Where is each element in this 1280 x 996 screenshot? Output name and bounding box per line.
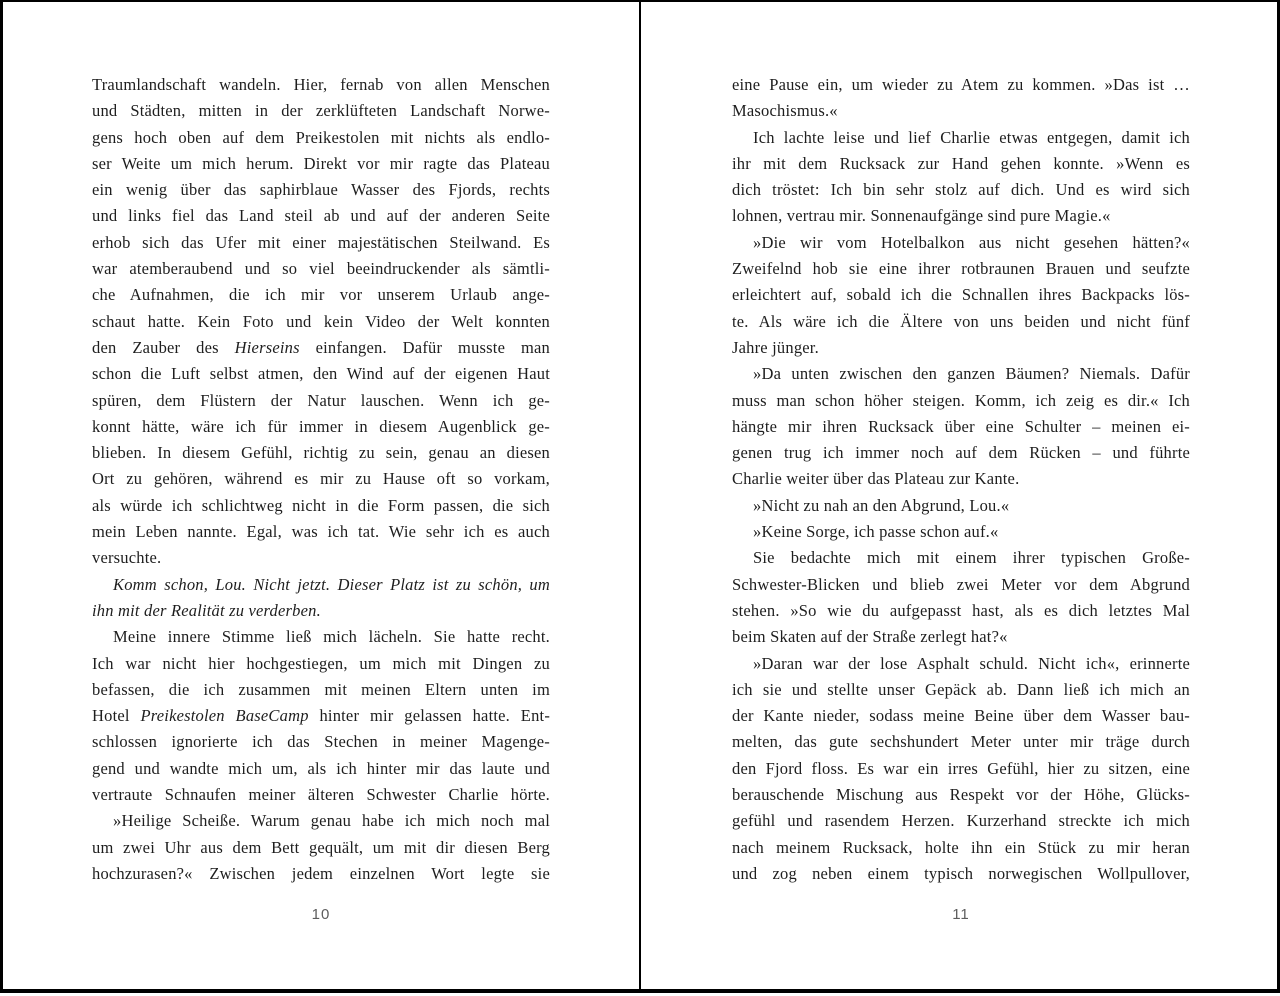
text-line: »Heilige Scheiße. Warum genau habe ich mich noch mal [113, 811, 550, 831]
text-line: gens hoch oben auf dem Preikestolen mit nichts als endlo- [92, 127, 550, 147]
text-line: hochzurasen?« Zwischen jedem einzelnen Wort legte sie [92, 863, 550, 883]
text-line: Sie bedachte mich mit einem ihrer typischen Große- [753, 548, 1190, 568]
text-line: befassen, die ich zusammen mit meinen Eltern unten im [92, 679, 550, 699]
left-page-text [92, 72, 550, 887]
text-line: blieben. In diesem Gefühl, richtig zu sein, genau an diesen [92, 443, 550, 463]
text-line: lohnen, vertrau mir. Sonnenaufgänge sind pure Magie.« [732, 206, 1111, 226]
text-line: Ort zu gehören, während es mir zu Hause oft so vorkam, [92, 469, 550, 489]
text-line: ein wenig über das saphirblaue Wasser des Fjords, rechts [92, 180, 550, 200]
text-line: Traumlandschaft wandeln. Hier, fernab von allen Menschen [92, 75, 550, 94]
text-line [92, 335, 550, 361]
text-line: hängte mir ihren Rucksack über eine Schulter – meinen ei- [732, 416, 1190, 436]
text-line: erhob sich das Ufer mit einer majestätischen Steilwand. Es [92, 232, 550, 252]
text-line: ihr mit dem Rucksack zur Hand gehen konnte. »Wenn es [732, 153, 1190, 173]
text-line: spüren, dem Flüstern der Natur lauschen. Wenn ich ge- [92, 390, 550, 410]
text-line: Jahre jünger. [732, 337, 819, 357]
text-line: stehen. »So wie du aufgepasst hast, als es dich letztes Mal [732, 600, 1190, 620]
text-segment: Hotel [92, 706, 141, 726]
text-line: Schwester-Blicken und blieb zwei Meter vor dem Abgrund [732, 574, 1190, 594]
text-line: schlossen ignorierte ich das Stechen in meiner Magenge- [92, 732, 550, 752]
right-page-text [732, 72, 1190, 887]
text-line: »Da unten zwischen den ganzen Bäumen? Niemals. Dafür [753, 364, 1190, 384]
text-line: »Nicht zu nah an den Abgrund, Lou.« [753, 495, 1010, 515]
text-line: muss man schon höher steigen. Komm, ich zeig es dir.« Ich [732, 390, 1190, 410]
text-line: um zwei Uhr aus dem Bett gequält, um mit dir diesen Berg [92, 837, 550, 857]
text-line: versuchte. [92, 548, 162, 568]
left-page-number: 10 [311, 906, 331, 923]
text-line [92, 703, 550, 729]
text-line: ser Weite um mich herum. Direkt vor mir ragte das Plateau [92, 153, 550, 173]
text-line: mein Leben nannte. Egal, was ich tat. Wie sehr ich es auch [92, 522, 550, 542]
text-line: und Städten, mitten in der zerklüfteten Landschaft Norwe- [92, 101, 550, 121]
text-line: Masochismus.« [732, 101, 838, 121]
text-line: und links fiel das Land steil ab und auf der anderen Seite [92, 206, 550, 226]
text-line: che Aufnahmen, die ich mir vor unserem Urlaub ange- [92, 285, 550, 305]
text-line: berauschende Mischung aus Respekt vor der Höhe, Glücks- [732, 785, 1190, 805]
text-line: Charlie weiter über das Plateau zur Kante. [732, 469, 1020, 489]
italic-text-segment: Hierseins [234, 337, 300, 357]
text-line: vertraute Schnaufen meiner älteren Schwester Charlie hörte. [92, 785, 550, 805]
italic-text-segment: Preikestolen BaseCamp [140, 706, 309, 726]
text-line: »Keine Sorge, ich passe schon auf.« [753, 522, 999, 542]
text-line: beim Skaten auf der Straße zerlegt hat?« [732, 627, 1008, 647]
text-line: der Kante nieder, sodass meine Beine über dem Wasser bau- [732, 706, 1190, 726]
text-segment: hinter mir gelassen hatte. Ent- [308, 706, 550, 726]
text-line: konnt hätte, wäre ich für immer in diesem Augenblick ge- [92, 416, 550, 436]
text-line: genen trug ich immer noch auf dem Rücken – und führte [732, 443, 1190, 463]
text-line: und zog neben einem typisch norwegischen Wollpullover, [732, 863, 1190, 883]
text-line: ich sie und stellte unser Gepäck ab. Dann ließ ich mich an [732, 679, 1190, 699]
text-line: »Daran war der lose Asphalt schuld. Nicht ich«, erinnerte [753, 653, 1190, 673]
text-line: nach meinem Rucksack, holte ihn ein Stück zu mir heran [732, 837, 1190, 857]
text-line: te. Als wäre ich die Ältere von uns beiden und nicht fünf [732, 311, 1190, 331]
text-line: Ich lachte leise und lief Charlie etwas entgegen, damit ich [753, 127, 1190, 147]
text-line: gefühl und rasendem Herzen. Kurzerhand streckte ich mich [732, 811, 1190, 831]
text-line: den Fjord floss. Es war ein irres Gefühl, hier zu sitzen, eine [732, 758, 1190, 778]
text-line: melten, das gute sechshundert Meter unter mir träge durch [732, 732, 1190, 752]
text-line: dich tröstet: Ich bin sehr stolz auf dich. Und es wird sich [732, 180, 1190, 200]
text-line: Meine innere Stimme ließ mich lächeln. Sie hatte recht. [113, 627, 550, 647]
page-right [641, 0, 1277, 990]
text-line: ihn mit der Realität zu verderben. [92, 600, 321, 620]
text-line: Zweifelnd hob sie eine ihrer rotbraunen Brauen und seufzte [732, 259, 1190, 279]
text-segment: den Zauber des [92, 337, 235, 357]
text-line: Ich war nicht hier hochgestiegen, um mich mit Dingen zu [92, 653, 550, 673]
page-left [3, 0, 639, 990]
text-line: schon die Luft selbst atmen, den Wind auf der eigenen Haut [92, 364, 550, 384]
text-line: Komm schon, Lou. Nicht jetzt. Dieser Platz ist zu schön, um [113, 574, 550, 594]
text-line: gend und wandte mich um, als ich hinter mir das laute und [92, 758, 550, 778]
right-page-number: 11 [952, 906, 970, 923]
text-line: »Die wir vom Hotelbalkon aus nicht gesehen hätten?« [753, 232, 1190, 252]
text-line: eine Pause ein, um wieder zu Atem zu kommen. »Das ist … [732, 75, 1190, 94]
text-line: erleichtert auf, sobald ich die Schnallen ihres Backpacks lös- [732, 285, 1190, 305]
text-line: war atemberaubend und so viel beeindruckender als sämtli- [92, 259, 550, 279]
text-segment: einfangen. Dafür musste man [299, 337, 550, 357]
text-line: als würde ich schlichtweg nicht in die Form passen, die sich [92, 495, 550, 515]
text-line: schaut hatte. Kein Foto und kein Video der Welt konnten [92, 311, 550, 331]
